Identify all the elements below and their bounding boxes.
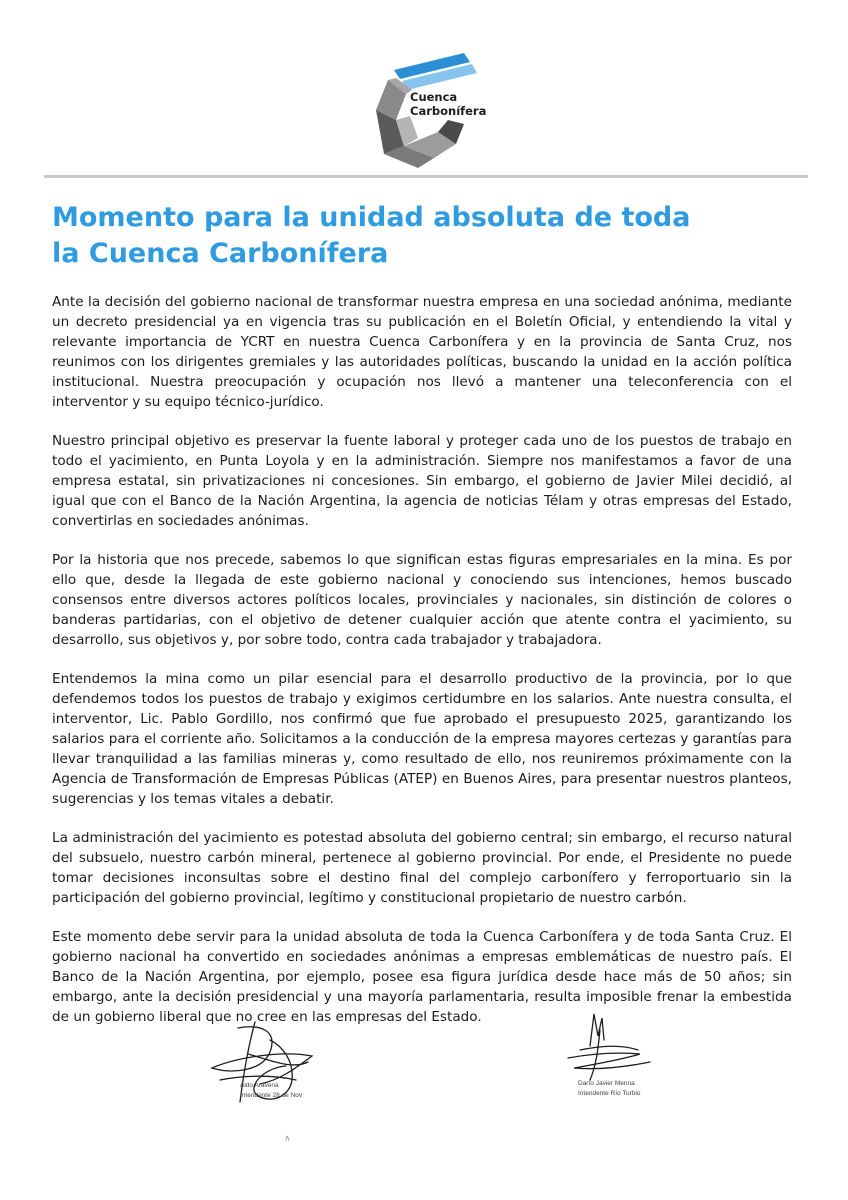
title-line-1: Momento para la unidad absoluta de toda bbox=[52, 202, 691, 233]
paragraph-5: La administración del yacimiento es potestad absoluta del gobierno central; sin embargo, el recurso natural del subsuelo, nuestro carbón mineral, pertenece al gobierno provincial. Por ende, el Presidente no puede tomar decisiones inconsultas sobre el destino final del complejo carbonífero y ferroportuario sin la participación del gobierno provincial, legítimo y constitucional propietario de nuestro carbón. bbox=[52, 830, 792, 906]
signature-block-1 bbox=[200, 1010, 340, 1115]
paragraph-1: Ante la decisión del gobierno nacional de transformar nuestra empresa en una sociedad anónima, mediante un decreto presidencial ya en vigencia tras su publicación en el Boletín Oficial, y entendiendo la vital y relevante importancia de YCRT en nuestra Cuenca Carbonífera y en la provincia de Santa Cruz, nos reunimos con los dirigentes gremiales y las autoridades políticas, buscando la unidad en la acción política institucional. Nuestra preocupación y ocupación nos llevó a mantener una teleconferencia con el interventor y su equipo técnico-jurídico. bbox=[52, 294, 792, 410]
signature-1-name: Aldo Aravena bbox=[240, 1082, 279, 1089]
signature-2-role: Intendente Río Turbio bbox=[578, 1090, 641, 1097]
logo-line-2: Carbonífera bbox=[410, 104, 487, 118]
cuenca-carbonifera-logo bbox=[360, 50, 490, 170]
signature-2-name: Darío Javier Menna bbox=[578, 1080, 635, 1087]
document-title bbox=[52, 200, 792, 272]
header-divider bbox=[44, 175, 808, 178]
paragraph-3: Por la historia que nos precede, sabemos lo que significan estas figuras empresariales en la mina. Es por ello que, desde la llegada de este gobierno nacional y conociendo sus intenciones, hemos buscado consensos entre diversos actores políticos locales, provinciales y nacionales, sin distinción de colores o banderas partidarias, con el objetivo de detener cualquier acción que atente contra el yacimiento, su desarrollo, sus objetivos y, por sobre todo, contra cada trabajador y trabajadora. bbox=[52, 552, 792, 648]
paragraph-4: Entendemos la mina como un pilar esencial para el desarrollo productivo de la provincia, por lo que defendemos todos los puestos de trabajo y exigimos certidumbre en los salarios. Ante nuestra consulta, el interventor, Lic. Pablo Gordillo, nos confirmó que fue aprobado el presupuesto 2025, garantizando los salarios para el corriente año. Solicitamos a la conducción de la empresa mayores certezas y garantías para llevar tranquilidad a las familias mineras y, como resultado de ello, nos reuniremos próximamente con la Agencia de Transformación de Empresas Públicas (ATEP) en Buenos Aires, para presentar nuestros planteos, sugerencias y los temas vitales a debatir. bbox=[52, 671, 792, 807]
page-mark: ∧ bbox=[284, 1134, 291, 1144]
signature-1-role: Intendente 28 de Nov bbox=[240, 1092, 303, 1099]
logo-wordmark bbox=[410, 90, 486, 118]
title-line-2: la Cuenca Carbonífera bbox=[52, 238, 389, 269]
handwritten-signature-1-icon bbox=[200, 1010, 340, 1115]
paragraph-6: Este momento debe servir para la unidad absoluta de toda la Cuenca Carbonífera y de toda Santa Cruz. El gobierno nacional ha convertido en sociedades anónimas a empresas emblemáticas de nuestro país. El Banco de la Nación Argentina, por ejemplo, posee esa figura jurídica desde hace más de 50 años; sin embargo, ante la decisión presidencial y una mayoría parlamentaria, resulta imposible frenar la embestida de un gobierno liberal que no cree en las empresas del Estado. bbox=[52, 929, 792, 1025]
document-body bbox=[52, 292, 792, 1046]
paragraph-2: Nuestro principal objetivo es preservar la fuente laboral y proteger cada uno de los puestos de trabajo en todo el yacimiento, en Punta Loyola y en la administración. Siempre nos manifestamos a favor de una empresa estatal, sin privatizaciones ni concesiones. Sin embargo, el gobierno de Javier Milei decidió, al igual que con el Banco de la Nación Argentina, la agencia de noticias Télam y otras empresas del Estado, convertirlas en sociedades anónimas. bbox=[52, 433, 792, 529]
logo-line-1: Cuenca bbox=[410, 90, 458, 104]
signature-block-2 bbox=[560, 1010, 670, 1110]
